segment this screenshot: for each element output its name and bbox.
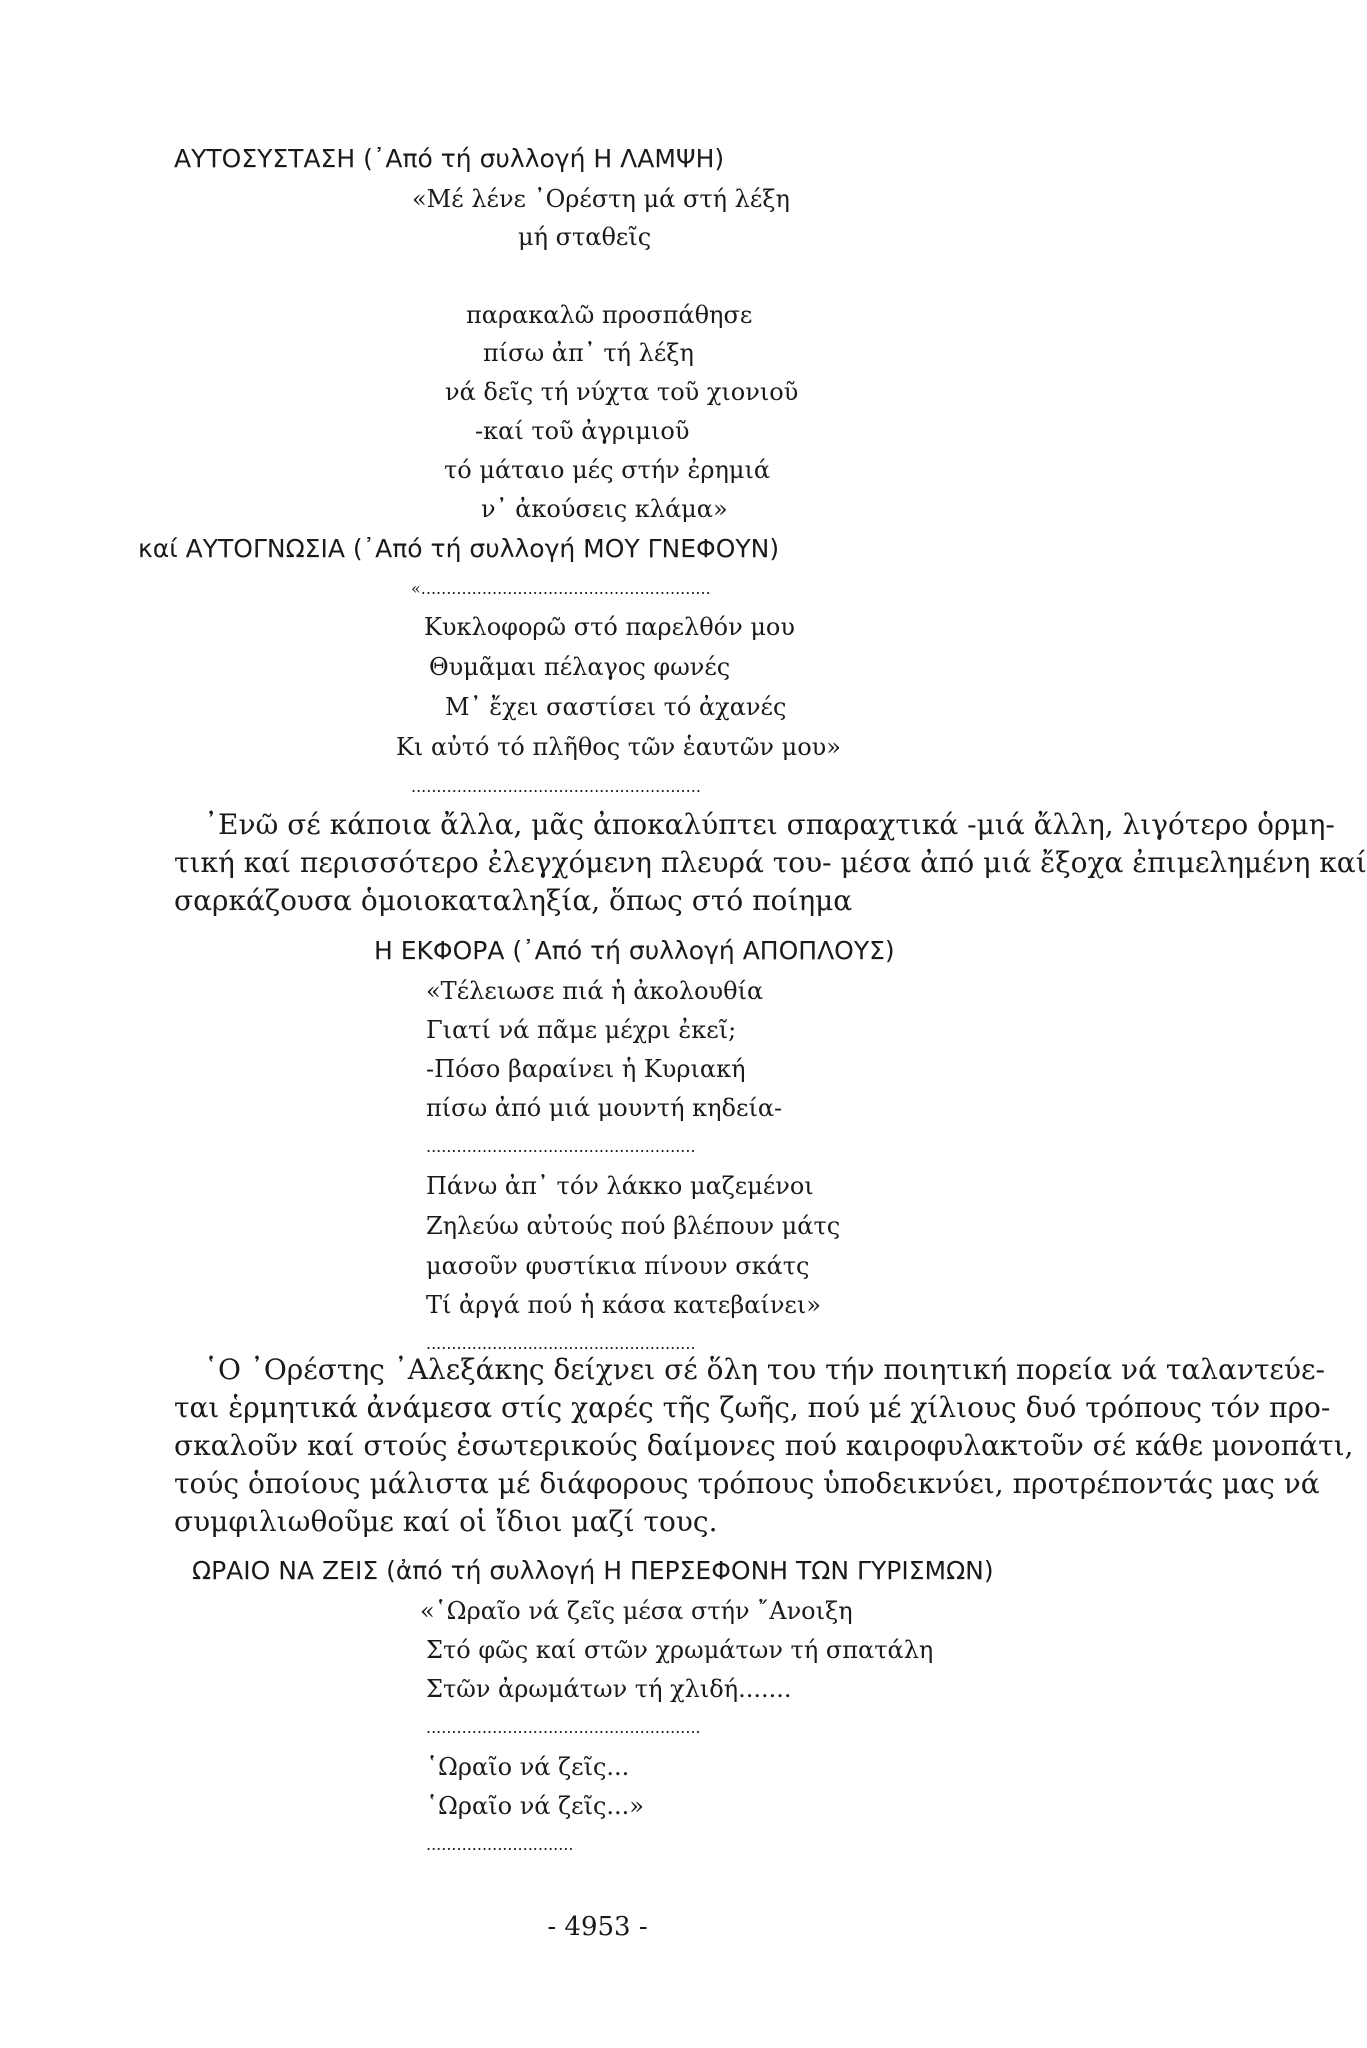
verse-line: Στό φῶς καί στῶν χρωμάτων τή σπατάλη xyxy=(426,1636,934,1664)
prose-line: σαρκάζουσα ὁμοιοκαταληξία, ὅπως στό ποίημα xyxy=(174,884,853,917)
verse-line: «......................................................... xyxy=(411,579,711,598)
verse-line: Κυκλοφορῶ στό παρελθόν μου xyxy=(424,613,795,641)
verse-line: Τί ἀργά πού ἡ κάσα κατεβαίνει» xyxy=(426,1291,821,1319)
prose-line: ται ἑρμητικά ἀνάμεσα στίς χαρές τῆς ζωῆς, πού μέ χίλιους δυό τρόπους τόν προ- xyxy=(174,1391,1331,1424)
verse-line: Στῶν ἀρωμάτων τή χλιδή....... xyxy=(426,1675,792,1703)
verse-line: -Πόσο βαραίνει ἡ Κυριακή xyxy=(426,1055,746,1083)
verse-line: ......................................................... xyxy=(411,777,701,796)
verse-line: πίσω ἀπό μιά μουντή κηδεία- xyxy=(426,1094,783,1122)
verse-line: ν᾽ ἀκούσεις κλάμα» xyxy=(481,495,728,523)
verse-line: Κι αὐτό τό πλῆθος τῶν ἑαυτῶν μου» xyxy=(396,733,841,761)
verse-line: Ζηλεύω αὐτούς πού βλέπουν μάτς xyxy=(426,1212,841,1240)
verse-line: πίσω ἀπ᾽ τή λέξη xyxy=(483,339,694,367)
prose-line: τούς ὁποίους μάλιστα μέ διάφορους τρόπους ὑποδεικνύει, προτρέποντάς μας νά xyxy=(174,1467,1320,1500)
prose-line: ᾽Ενῶ σέ κάποια ἄλλα, μᾶς ἀποκαλύπτει σπαραχτικά -μιά ἄλλη, λιγότερο ὁρμη- xyxy=(204,808,1335,841)
poem-heading-oraio-na-zeis: ΩΡΑΙΟ ΝΑ ΖΕΙΣ (ἀπό τή συλλογή Η ΠΕΡΣΕΦΟΝΗ ΤΩΝ ΓΥΡΙΣΜΩΝ) xyxy=(192,1556,994,1585)
prose-line: τική καί περισσότερο ἐλεγχόμενη πλευρά του- μέσα ἀπό μιά ἔξοχα ἐπιμελημένη καί xyxy=(174,846,1367,879)
poem-heading-autosystasi: ΑΥΤΟΣΥΣΤΑΣΗ (᾽Από τή συλλογή Η ΛΑΜΨΗ) xyxy=(174,144,725,173)
prose-line: σκαλοῦν καί στούς ἐσωτερικούς δαίμονες πού καιροφυλακτοῦν σέ κάθε μονοπάτι, xyxy=(174,1429,1354,1462)
prose-line: συμφιλιωθοῦμε καί οἱ ἴδιοι μαζί τους. xyxy=(174,1505,718,1538)
verse-line: «Τέλειωσε πιά ἡ ἀκολουθία xyxy=(426,977,764,1005)
verse-line: «Μέ λένε ᾽Ορέστη μά στή λέξη xyxy=(412,185,790,213)
verse-line: Θυμᾶμαι πέλαγος φωνές xyxy=(429,653,731,681)
verse-line: «῾Ωραῖο νά ζεῖς μέσα στήν ῎Ανοιξη xyxy=(420,1597,853,1625)
verse-line: ...................................................... xyxy=(426,1718,701,1737)
verse-line: τό μάταιο μές στήν ἐρημιά xyxy=(444,456,771,484)
poem-heading-ekfora: Η ΕΚΦΟΡΑ (᾽Από τή συλλογή ΑΠΟΠΛΟΥΣ) xyxy=(374,936,895,965)
verse-line: ..................................................... xyxy=(426,1137,696,1156)
verse-line: ..................................................... xyxy=(426,1334,696,1353)
verse-line: Πάνω ἀπ᾽ τόν λάκκο μαζεμένοι xyxy=(426,1172,814,1200)
verse-line: -καί τοῦ ἀγριμιοῦ xyxy=(475,417,690,445)
verse-line: Γιατί νά πᾶμε μέχρι ἐκεῖ; xyxy=(426,1016,737,1044)
poem-heading-autognosia: καί ΑΥΤΟΓΝΩΣΙΑ (᾽Από τή συλλογή ΜΟΥ ΓΝΕΦΟΥΝ) xyxy=(138,534,780,563)
verse-line: Μ᾽ ἔχει σαστίσει τό ἀχανές xyxy=(445,693,787,721)
prose-paragraph xyxy=(174,1351,1354,1541)
verse-line: μασοῦν φυστίκια πίνουν σκάτς xyxy=(426,1252,810,1280)
prose-line: ῾Ο ᾽Ορέστης ᾽Αλεξάκης δείχνει σέ ὅλη του τήν ποιητική πορεία νά ταλαντεύε- xyxy=(204,1353,1325,1386)
verse-line: ῾Ωραῖο νά ζεῖς...» xyxy=(426,1792,644,1820)
verse-line: παρακαλῶ προσπάθησε xyxy=(466,301,753,329)
page-number: - 4953 - xyxy=(547,1912,648,1942)
verse-line: ῾Ωραῖο νά ζεῖς... xyxy=(426,1753,630,1781)
verse-line: μή σταθεῖς xyxy=(518,223,652,251)
verse-line: ............................. xyxy=(426,1835,574,1854)
prose-paragraph xyxy=(174,806,1367,920)
verse-line: νά δεῖς τή νύχτα τοῦ χιονιοῦ xyxy=(445,378,799,406)
